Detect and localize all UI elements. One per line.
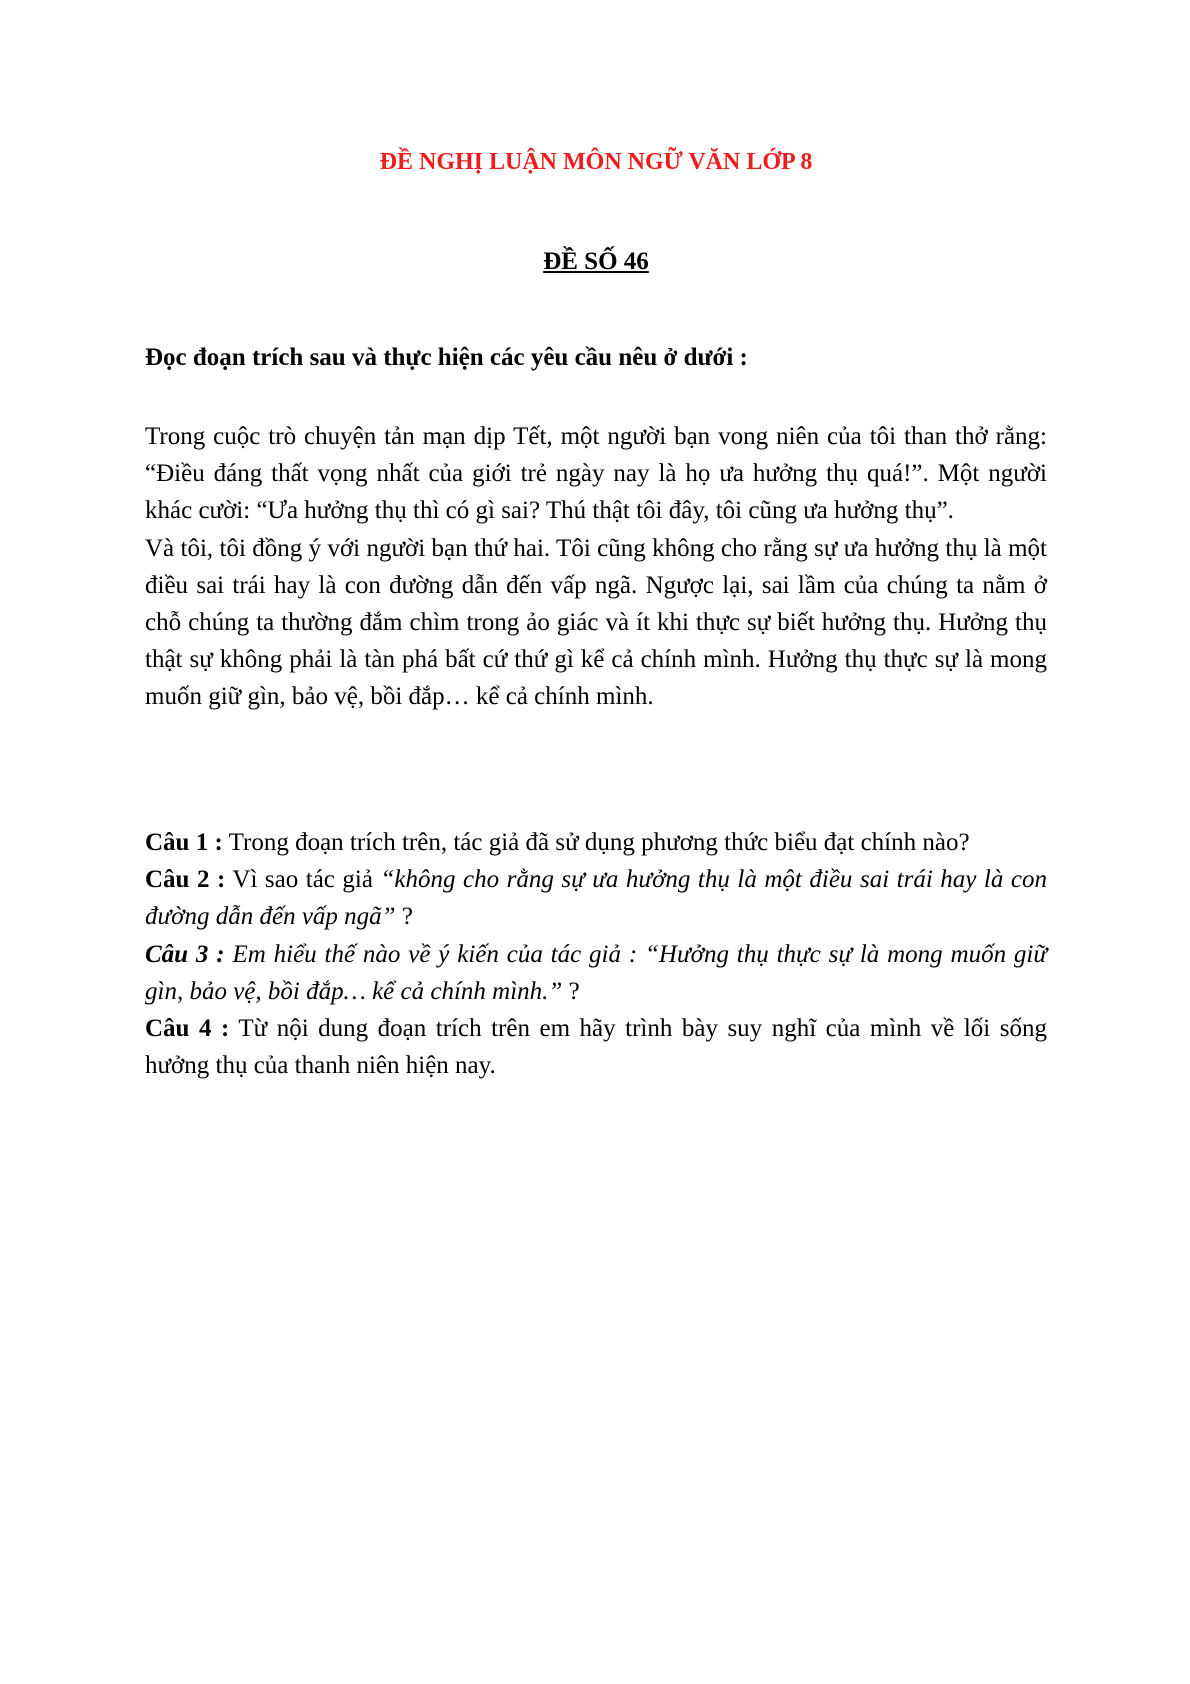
exam-number-title: ĐỀ SỐ 46 (543, 248, 649, 275)
question-3-label: Câu 3 : (145, 940, 225, 968)
question-2-label: Câu 2 : (145, 866, 226, 894)
question-list (145, 824, 1047, 1084)
main-title: ĐỀ NGHỊ LUẬN MÔN NGỮ VĂN LỚP 8 (379, 149, 813, 175)
question-3 (145, 936, 1047, 1010)
passage-paragraph-1: Trong cuộc trò chuyện tản mạn dịp Tết, một người bạn vong niên của tôi than thở rằng: “Điều đáng thất vọng nhất của giới trẻ ngày nay là họ ưa hưởng thụ quá!”. Một người khác cười: “Ưa hưởng thụ thì có gì sai? Thú thật tôi đây, tôi cũng ưa hưởng thụ”. (145, 423, 1047, 525)
question-1 (145, 824, 1047, 861)
question-3-text: Em hiểu thế nào về ý kiến của tác giả : “Hưởng thụ thực sự là mong muốn giữ gìn, bảo vệ, bồi đắp… kể cả chính mình.” (145, 940, 1048, 1005)
question-4-label: Câu 4 : (145, 1015, 230, 1043)
question-2-text-before: Vì sao tác giả (225, 866, 381, 894)
passage-paragraph-2: Và tôi, tôi đồng ý với người bạn thứ hai. Tôi cũng không cho rằng sự ưa hưởng thụ là một điều sai trái hay là con đường dẫn đến vấp ngã. Ngược lại, sai lầm của chúng ta nằm ở chỗ chúng ta thường đắm chìm trong ảo giác và ít khi thực sự biết hưởng thụ. Hưởng thụ thật sự không phải là tàn phá bất cứ thứ gì kể cả chính mình. Hưởng thụ thực sự là mong muốn giữ gìn, bảo vệ, bồi đắp… kể cả chính mình. (145, 534, 1047, 711)
question-4-text: Từ nội dung đoạn trích trên em hãy trình bày suy nghĩ của mình về lối sống hưởng thụ của thanh niên hiện nay. (145, 1015, 1047, 1080)
question-1-label: Câu 1 : (145, 829, 223, 856)
question-2-text-after: ? (395, 903, 413, 931)
document-page (145, 0, 1047, 1684)
question-3-text-after: ? (562, 977, 580, 1005)
question-2-quote: “không cho rằng sự ưa hưởng thụ là một điều sai trái hay là con đường dẫn đến vấp ngã” (145, 866, 1047, 931)
question-4 (145, 1010, 1047, 1084)
instruction-heading: Đọc đoạn trích sau và thực hiện các yêu cầu nêu ở dưới : (145, 344, 748, 371)
reading-passage (145, 418, 1047, 716)
question-2 (145, 861, 1047, 935)
question-1-text: Trong đoạn trích trên, tác giả đã sử dụng phương thức biểu đạt chính nào? (222, 829, 970, 856)
